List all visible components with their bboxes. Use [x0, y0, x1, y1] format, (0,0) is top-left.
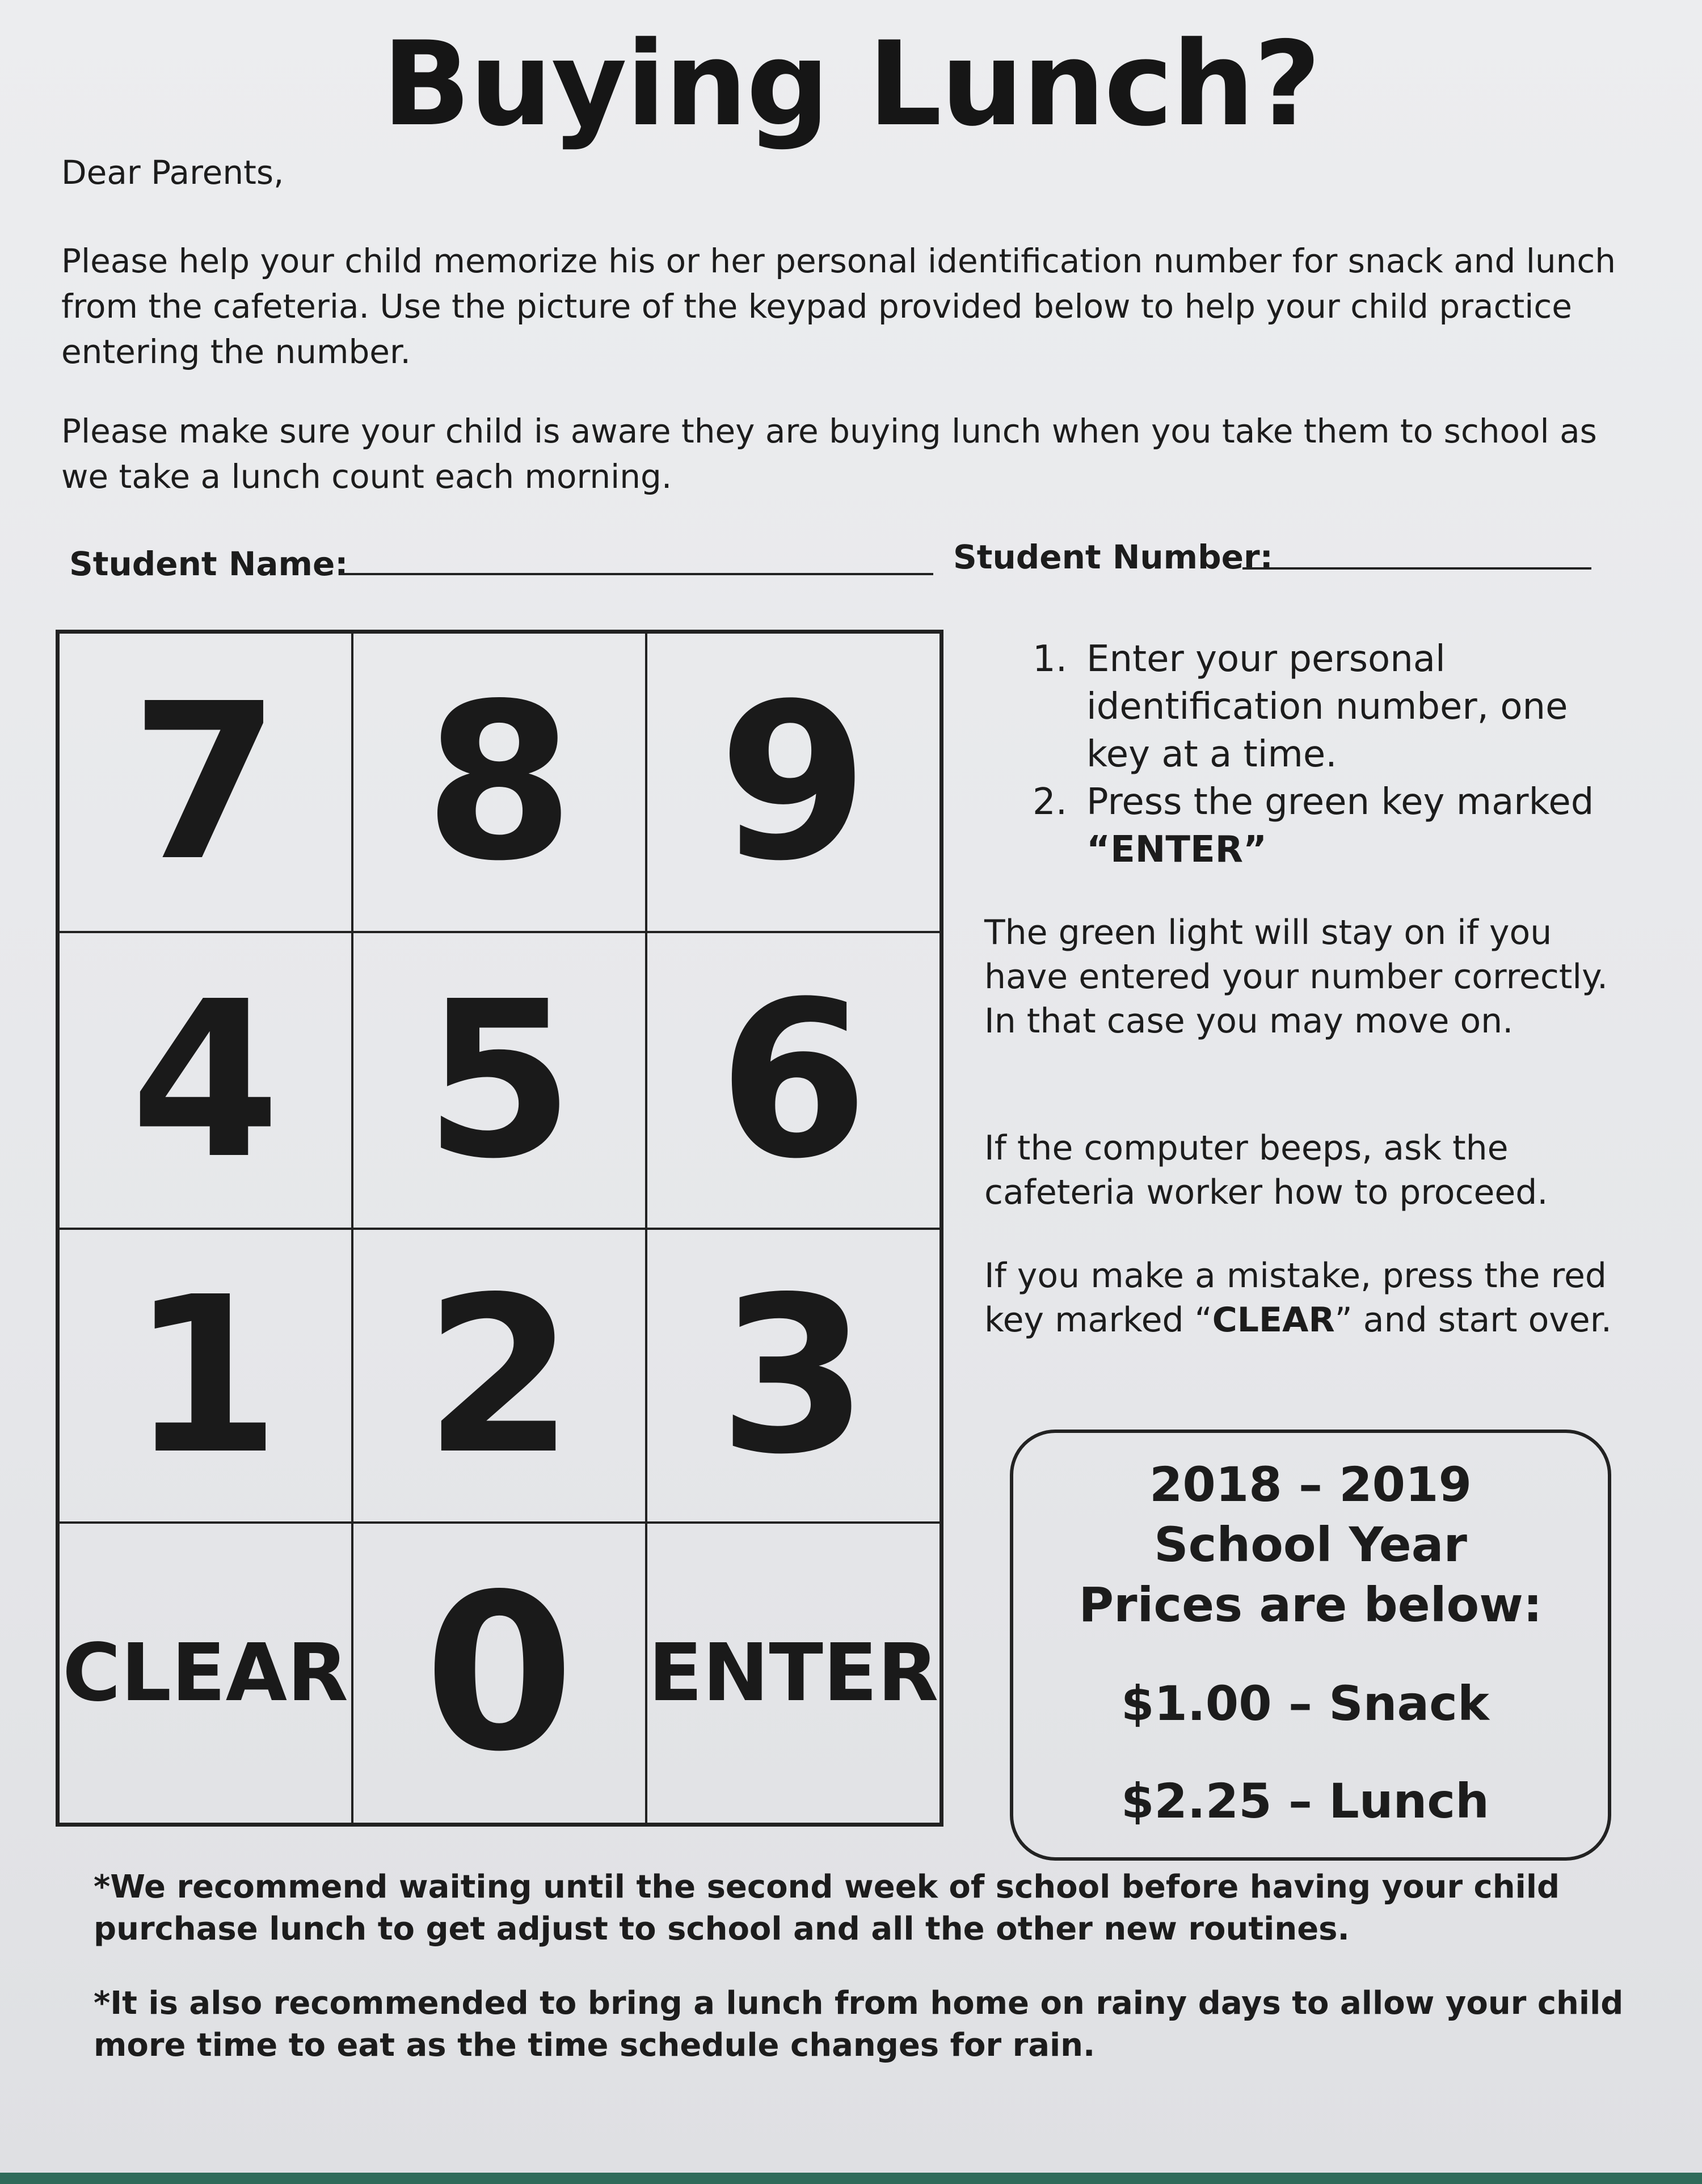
greeting: Dear Parents,: [61, 153, 284, 192]
price-school-year: School Year: [1154, 1517, 1467, 1572]
key-1: 1: [58, 1228, 353, 1523]
mistake-note-end: ” and start over.: [1334, 1300, 1612, 1340]
price-heading: Prices are below:: [1079, 1577, 1543, 1633]
enter-emphasis: “ENTER”: [1086, 829, 1267, 871]
price-snack: $1.00 – Snack: [1121, 1676, 1489, 1731]
keypad-diagram: [56, 630, 943, 1827]
key-9: 9: [646, 632, 941, 933]
step-1: [1033, 635, 1611, 778]
footnote-rainy-days: *It is also recommended to bring a lunch from home on rainy days to allow your child more time to eat as the time schedule changes for rain.: [94, 1985, 1624, 2064]
key-5: 5: [352, 931, 647, 1229]
clear-emphasis: CLEAR: [1212, 1300, 1335, 1340]
step-text: Enter your personal identification number, one key at a time.: [1086, 638, 1568, 775]
student-name-label: Student Name:: [69, 545, 348, 583]
mistake-note: [984, 1254, 1637, 1342]
step-2: [1033, 778, 1611, 874]
green-light-note: The green light will stay on if you have entered your number correctly. In that case you may move on.: [984, 913, 1608, 1041]
key-8: 8: [352, 632, 647, 933]
step-text: Press the green key marked: [1086, 781, 1594, 823]
mistake-note-text: If you make a mistake, press the red key marked “: [984, 1256, 1607, 1340]
key-3: 3: [646, 1228, 941, 1523]
price-year: 2018 – 2019: [1149, 1457, 1472, 1512]
intro-paragraph: Please help your child memorize his or her personal identification number for snack and lunch from the cafeteria. Use the picture of the keypad provided below to help your child practice entering the number.: [61, 242, 1616, 371]
footnote-waiting: *We recommend waiting until the second week of school before having your child purchase lunch to get adjust to school and all the other new routines.: [94, 1869, 1560, 1947]
student-number-line[interactable]: [1242, 567, 1591, 570]
key-7: 7: [58, 632, 353, 933]
background-edge: [0, 2173, 1702, 2184]
key-6: 6: [646, 931, 941, 1229]
key-2: 2: [352, 1228, 647, 1523]
page-title: Buying Lunch?: [382, 17, 1320, 152]
key-4: 4: [58, 931, 353, 1229]
reminder-paragraph: Please make sure your child is aware they are buying lunch when you take them to school as we take a lunch count each morning.: [61, 412, 1597, 496]
key-enter: ENTER: [646, 1522, 941, 1824]
price-lunch: $2.25 – Lunch: [1121, 1773, 1489, 1829]
beep-note: If the computer beeps, ask the cafeteria worker how to proceed.: [984, 1128, 1548, 1212]
step-number: 2.: [1033, 781, 1068, 823]
key-0: 0: [352, 1522, 647, 1824]
price-box: [1010, 1430, 1611, 1861]
instruction-steps: [1033, 635, 1611, 874]
step-number: 1.: [1033, 638, 1068, 680]
key-clear: CLEAR: [58, 1522, 353, 1824]
student-name-line[interactable]: [340, 573, 933, 575]
student-number-label: Student Number:: [953, 538, 1273, 576]
